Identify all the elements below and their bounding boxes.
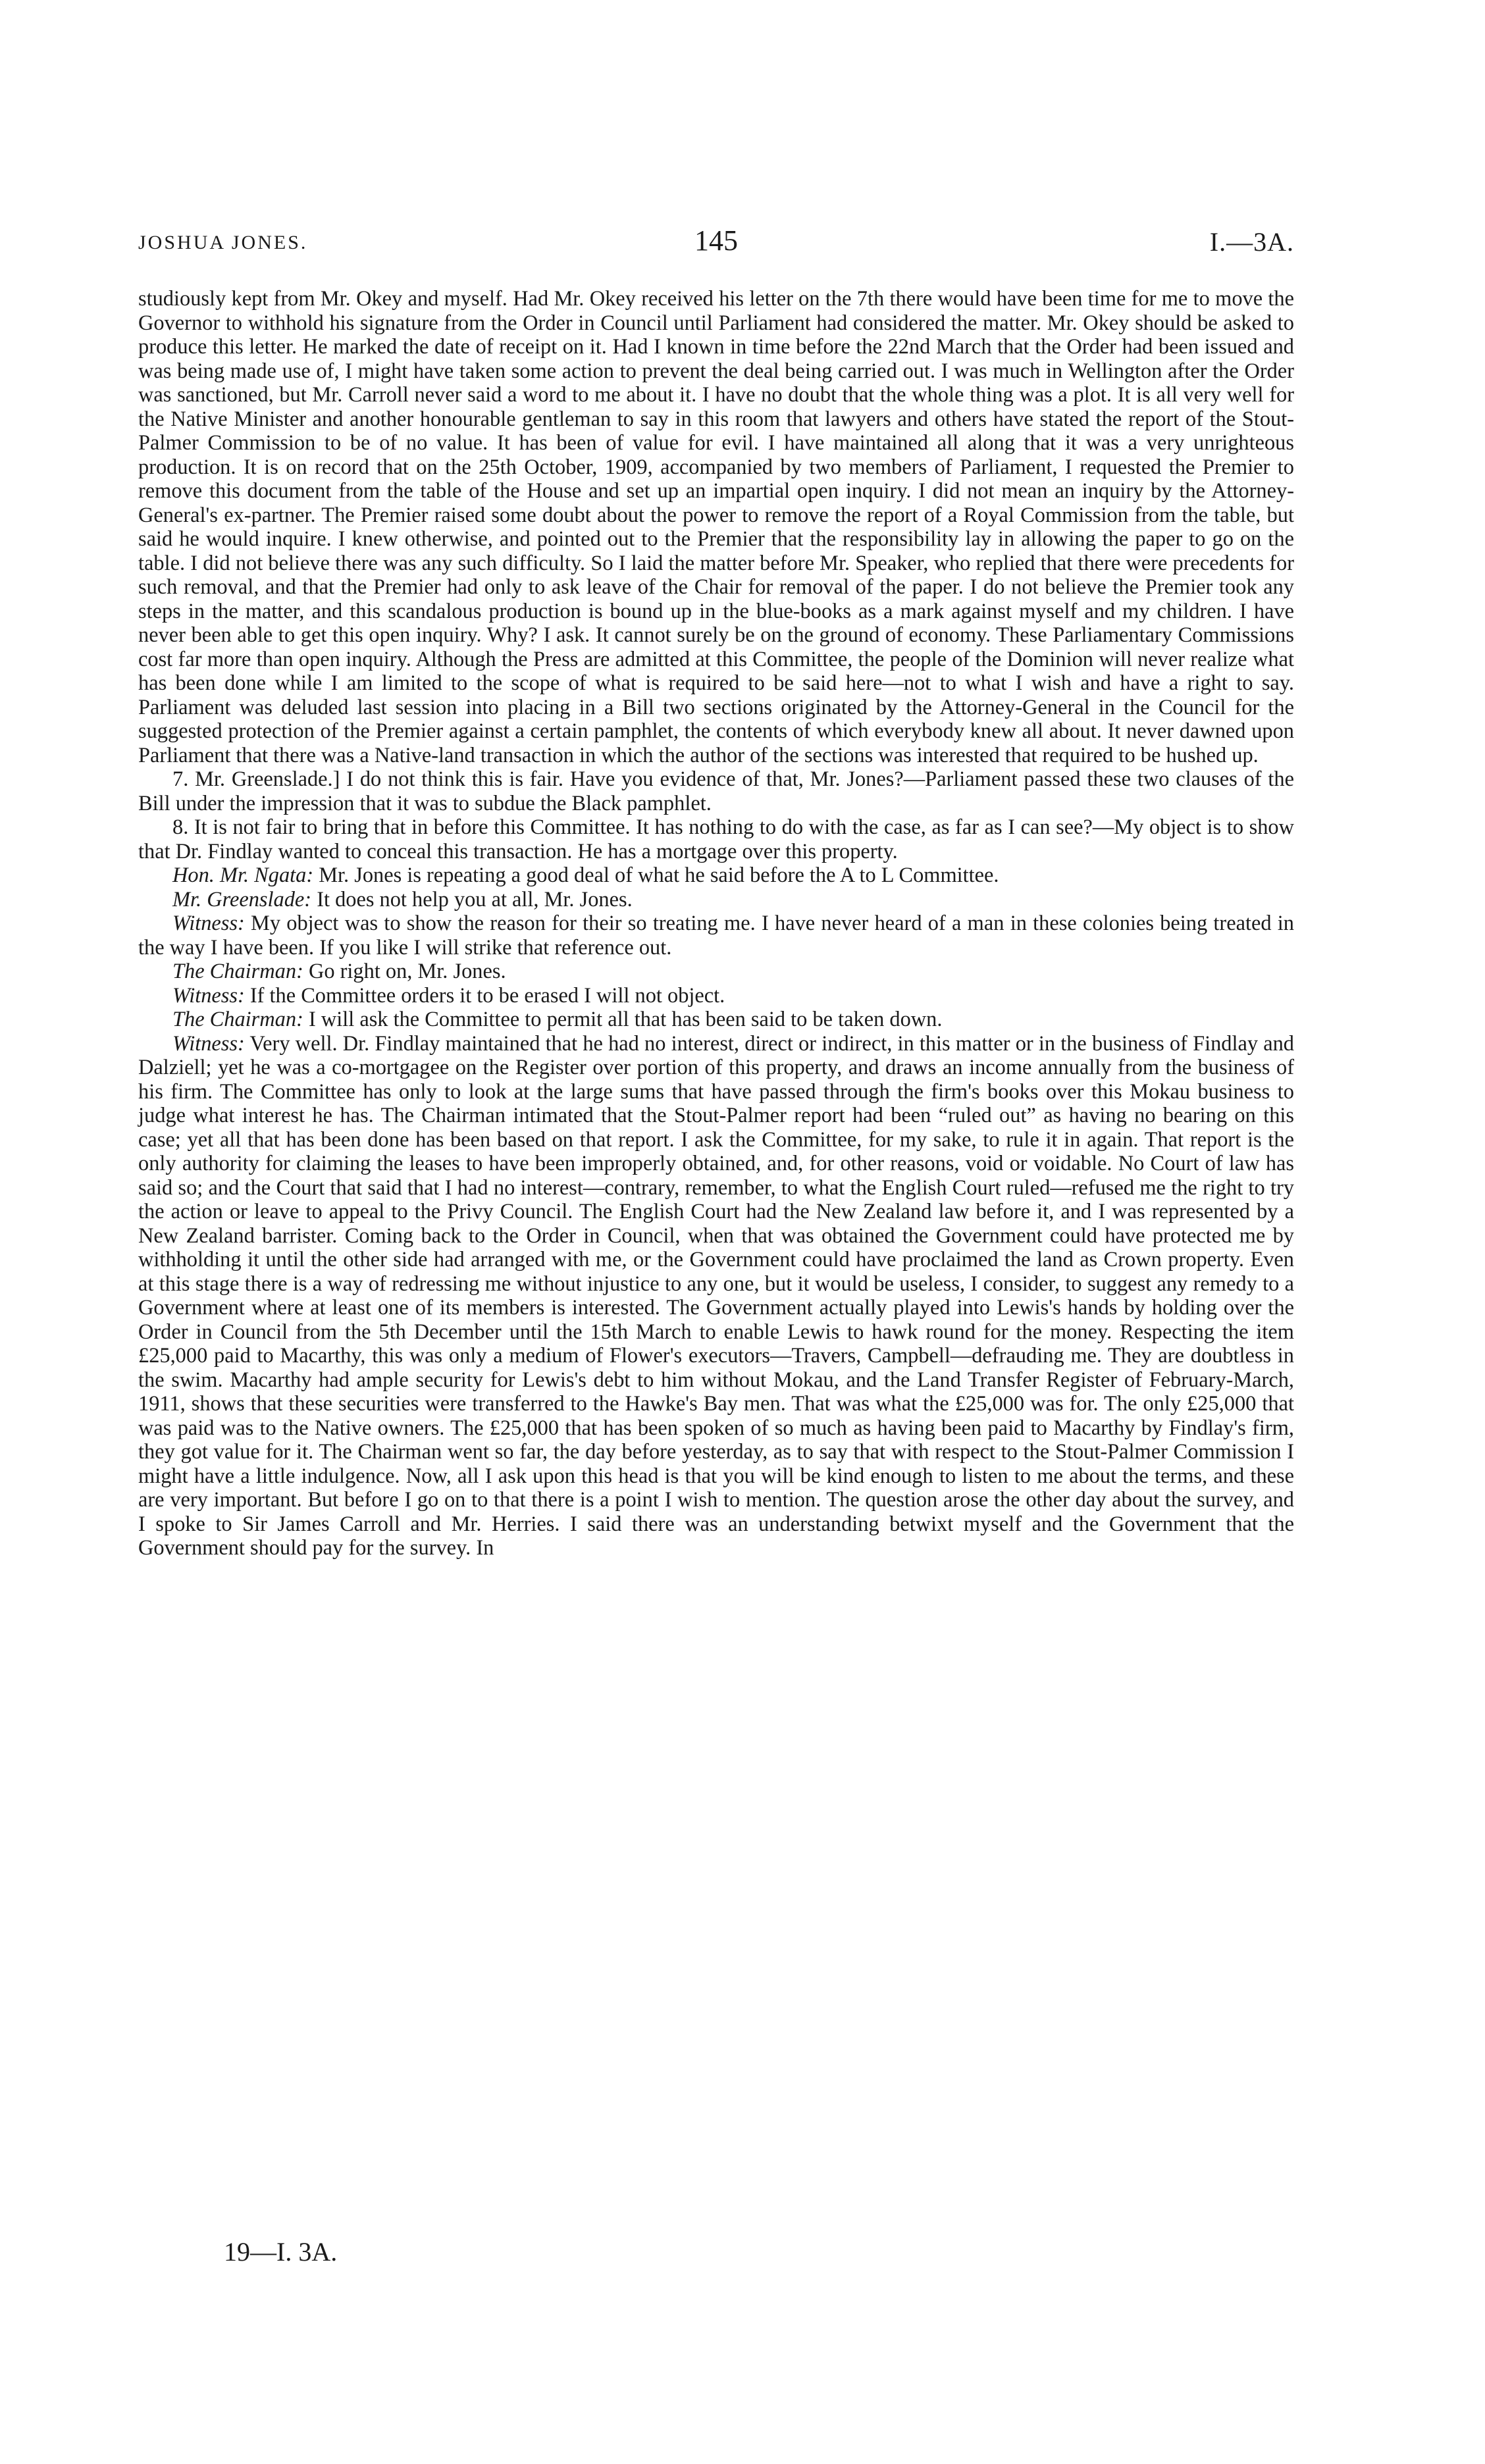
- speaker-label: The Chairman:: [172, 1008, 303, 1031]
- paragraph-text: Mr. Jones is repeating a good deal of what he said before the A to L Committee.: [313, 863, 999, 887]
- paragraph-text: 8. It is not fair to bring that in before this Committee. It has nothing to do with the case, as far as I can see?—My object is to show that Dr. Findlay wanted to conceal this transaction. He has a mortgage over this property.: [138, 815, 1294, 863]
- page-header: [138, 224, 1294, 263]
- speaker-label: Mr. Greenslade:: [172, 887, 312, 911]
- speaker-label: Hon. Mr. Ngata:: [172, 863, 314, 887]
- paragraph-text: I do not think this is fair. Have you evidence of that, Mr. Jones?—Parliament passed these two clauses of the Bill under the impression that it was to subdue the Black pamphlet.: [138, 767, 1294, 815]
- paper-reference: I.—3A.: [1209, 227, 1294, 257]
- paragraph: [138, 767, 1294, 815]
- question-number: 7. Mr. Greenslade.]: [172, 767, 340, 791]
- paragraph-text: It does not help you at all, Mr. Jones.: [311, 887, 633, 911]
- paragraph-text: studiously kept from Mr. Okey and myself. Had Mr. Okey received his letter on the 7th there would have been time for me to move the Governor to withhold his signature from the Order in Council until Parliament had considered the matter. Mr. Okey should be asked to produce this letter. He marked the date of receipt on it. Had I known in time before the 22nd March that the Order had been issued and was being made use of, I might have taken some action to prevent the deal being carried out. I was much in Wellington after the Order was sanctioned, but Mr. Carroll never said a word to me about it. I have no doubt that the whole thing was a plot. It is all very well for the Native Minister and another honourable gentleman to say in this room that lawyers and others have stated the report of the Stout-Palmer Commission to be of no value. It has been of value for evil. I have maintained all along that it was a very unrighteous production. It is on record that on the 25th October, 1909, accompanied by two members of Parliament, I requested the Premier to remove this document from the table of the House and set up an impartial open inquiry. I did not mean an inquiry by the Attorney-General's ex-partner. The Premier raised some doubt about the power to remove the report of a Royal Commission from the table, but said he would inquire. I knew otherwise, and pointed out to the Premier that the responsibility lay in allowing the paper to go on the table. I did not believe there was any such difficulty. So I laid the matter before Mr. Speaker, who replied that there were precedents for such removal, and that the Premier had only to ask leave of the Chair for removal of the paper. I do not believe the Premier took any steps in the matter, and this scandalous production is bound up in the blue-books as a mark against myself and my children. I have never been able to get this open inquiry. Why? I ask. It cannot surely be on the ground of economy. These Parliamentary Commissions cost far more than open inquiry. Although the Press are admitted at this Committee, the people of the Dominion will never realize what has been done while I am limited to the scope of what is required to be said here—not to what I wish and have a right to say. Parliament was deluded last session into placing in a Bill two sections originated by the Attorney-General in the Council for the suggested protection of the Premier against a certain pamphlet, the contents of which everybody knew all about. It never dawned upon Parliament that there was a Native-land transaction in which the author of the sections was interested that required to be hushed up.: [138, 287, 1294, 767]
- paragraph: [138, 984, 1294, 1008]
- page-body: [138, 287, 1294, 1560]
- running-head-witness: JOSHUA JONES.: [138, 232, 308, 253]
- paragraph: [138, 911, 1294, 960]
- paragraph: [138, 815, 1294, 863]
- paragraph-text: Very well. Dr. Findlay maintained that he had no interest, direct or indirect, in this matter or in the business of Findlay and Dalziell; yet he was a co-mortgagee on the Register over portion of this property, and draws an income annually from the business of his firm. The Committee has only to look at the large sums that have passed through the firm's books over this Mokau business to judge what interest he has. The Chairman intimated that the Stout-Palmer report had been “ruled out” as having no bearing on this case; yet all that has been done has been based on that report. I ask the Committee, for my sake, to rule it in again. That report is the only authority for claiming the leases to have been improperly obtained, and, for other reasons, void or voidable. No Court of law has said so; and the Court that said that I had no interest—contrary, remember, to what the English Court ruled—refused me the right to try the action or leave to appeal to the Privy Council. The English Court had the New Zealand law before it, and I was represented by a New Zealand barrister. Coming back to the Order in Council, when that was obtained the Government could have protected me by withholding it until the other side had arranged with me, or the Government could have proclaimed the land as Crown property. Even at this stage there is a way of redressing me without injustice to any one, but it would be useless, I consider, to suggest any remedy to a Government where at least one of its members is interested. The Government actually played into Lewis's hands by holding over the Order in Council from the 5th December until the 15th March to enable Lewis to hawk round for the money. Respecting the item £25,000 paid to Macarthy, this was only a medium of Flower's executors—Travers, Campbell—defrauding me. They are doubtless in the swim. Macarthy had ample security for Lewis's debt to him without Mokau, and the Land Transfer Register of February-March, 1911, shows that these securities were transferred to the Hawke's Bay men. That was what the £25,000 was for. The only £25,000 that was paid was to the Native owners. The £25,000 that has been spoken of so much as having been paid to Macarthy by Findlay's firm, they got value for it. The Chairman went so far, the day before yesterday, as to say that with respect to the Stout-Palmer Commission I might have a little indulgence. Now, all I ask upon this head is that you will be kind enough to listen to me about the terms, and these are very important. But before I go on to that there is a point I wish to mention. The question arose the other day about the survey, and I spoke to Sir James Carroll and Mr. Herries. I said there was an understanding betwixt myself and the Government that the Government should pay for the survey. In: [138, 1031, 1294, 1560]
- paragraph-text: If the Committee orders it to be erased I will not object.: [244, 983, 725, 1008]
- speaker-label: Witness:: [172, 911, 245, 935]
- paragraph: [138, 1032, 1294, 1560]
- paragraph: [138, 1008, 1294, 1032]
- paragraph-text: Go right on, Mr. Jones.: [303, 960, 506, 983]
- paragraph-text: I will ask the Committee to permit all that has been said to be taken down.: [303, 1008, 943, 1031]
- speaker-label: Witness:: [172, 1031, 245, 1056]
- paragraph: [138, 960, 1294, 984]
- paragraph-text: My object was to show the reason for their so treating me. I have never heard of a man in these colonies being treated in the way I have been. If you like I will strike that reference out.: [138, 911, 1294, 960]
- paragraph: [138, 888, 1294, 912]
- printer-signature: 19—I. 3A.: [224, 2237, 338, 2267]
- speaker-label: The Chairman:: [172, 960, 303, 983]
- paragraph: [138, 863, 1294, 888]
- paragraph: [138, 287, 1294, 767]
- page-number: 145: [694, 224, 738, 257]
- speaker-label: Witness:: [172, 983, 245, 1008]
